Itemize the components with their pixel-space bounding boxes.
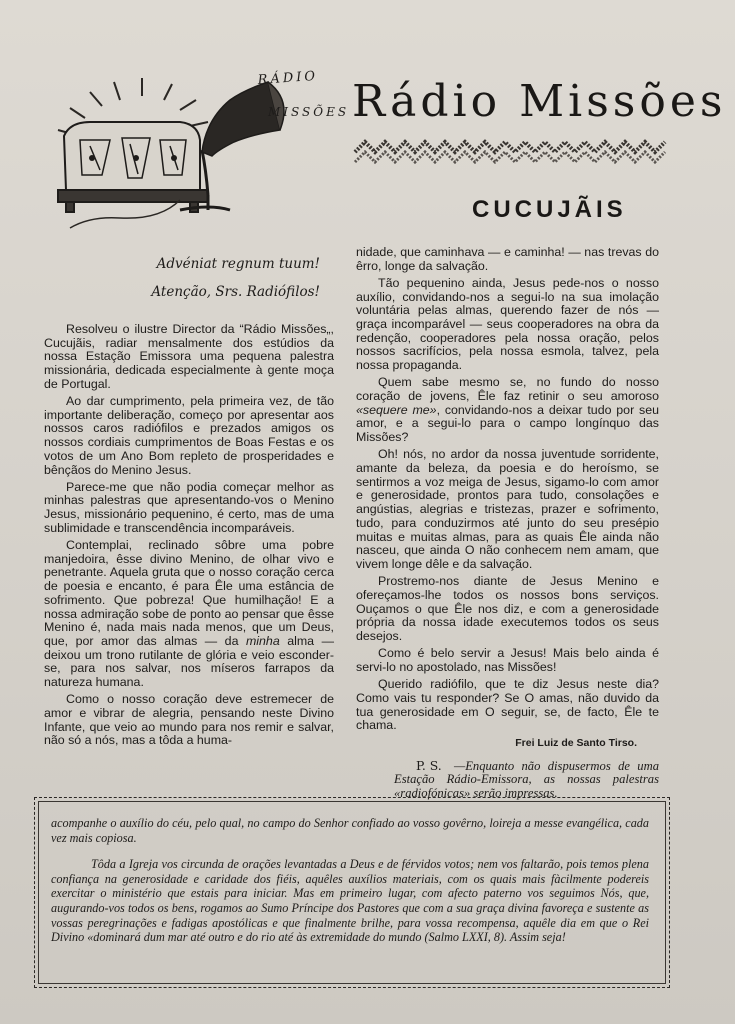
motto-line-1: Advéniat regnum tuum!	[156, 256, 320, 272]
page-title: Rádio Missões	[352, 76, 727, 127]
boxed-paragraph: acompanhe o auxílio do céu, pelo qual, no campo do Senhor confiado ao vosso govêrno, loireja a messe evangélica, cada vez mais copiosa.	[51, 816, 649, 845]
paragraph: Resolveu o ilustre Director da “Rádio Missões„, Cucujãis, radiar mensalmente dos estúdios da nossa Estação Emissora uma pequena palestra missionária, dedicada especialmente à gente moça de Portugal.	[44, 322, 334, 391]
paragraph	[44, 539, 334, 690]
paragraph: Como o nosso coração deve estremecer de amor e vibrar de alegria, pensando neste Divino Infante, que veio ao mundo para nos remir e salvar, não só a nós, mas a tôda a huma-	[44, 692, 334, 748]
paragraph: Tão pequenino ainda, Jesus pede-nos o nosso auxílio, convidando-nos a segui-lo na sua imolação voluntária pelas almas, querendo fazer de nós — graça incomparável — seus cooperadores na obra da redenção, cooperadores pela nossa oração, pelos nossos sacrifícios, pela nossa esmola, talvez, pela nossa propaganda.	[356, 275, 659, 373]
emphasis-text: «sequere me»	[356, 402, 437, 417]
postscript-label: P. S.	[416, 757, 442, 773]
paragraph-text: , convidando-nos a deixar tudo por seu amor, e a segui-lo para o campo longínquo das Missões?	[356, 402, 659, 445]
paragraph: nidade, que caminhava — e caminha! — nas trevas do êrro, longe da salvação.	[356, 245, 659, 273]
logo-text-bottom: MISSÕES	[268, 105, 350, 119]
left-column	[44, 323, 334, 752]
decorative-zigzag-rule	[355, 140, 665, 164]
paragraph: Querido radiófilo, que te diz Jesus neste dia? Como vais tu responder? Se O amas, não duvido da tua generosidade em O seguir, se, de facto, Êle te chama.	[356, 677, 659, 733]
boxed-paragraph: Tôda a Igreja vos circunda de orações levantadas a Deus e de férvidos votos; nem vos faltarão, pois temos plena confiança na generosidade e caridade dos fiéis, aquêles auxílios materiais, com os quais mais fàcilmente podereis exercitar o ministério que estais para iniciar. Mas em primeiro lugar, com afecto paterno vos seguimos Nós, que, augurando-vos todos os bens, rogamos ao Sumo Príncipe dos Pastores que com a sua graça divina favoreça e sustente as vossas peregrinações e fadigas apostólicas e que finalmente brilhe, para vossa recompensa, aquêle dia em que o Rei Divino «dominará dum mar até outro e do rio até às extremidade do mundo (Salmo LXXI, 8). Assim seja!	[51, 857, 649, 945]
paragraph-text: alma — deixou um trono rutilante de glória e veio esconder-se, para nos salvar, nos míseros farrapos da natureza humana.	[44, 633, 334, 690]
postscript	[356, 759, 659, 801]
paragraph: Prostremo-nos diante de Jesus Menino e ofereçamos-lhe todos os nossos bons serviços. Ouçamos o que Êle nos diz, e com a generosidade própria da nossa idade executemos todos os seus desejos.	[356, 574, 659, 643]
paragraph: Ao dar cumprimento, pela primeira vez, de tão importante deliberação, começo por apresentar aos nossos caros radiófilos e prezados amigos os nossos cordiais cumprimentos de Boas Festas e os votos de um Ano Bom repleto de prosperidades e bênçãos do Menino Jesus.	[44, 394, 334, 477]
logo-text-top: RÁDIO	[257, 68, 319, 88]
paragraph: Como é belo servir a Jesus! Mais belo ainda é servi-lo no apostolado, nas Missões!	[356, 646, 659, 674]
motto-line-2: Atenção, Srs. Radiófilos!	[151, 284, 320, 300]
section-subtitle: CUCUJÃIS	[472, 196, 627, 223]
postscript-text: —Enquanto não dispusermos de uma Estação Rádio-Emissora, as nossas palestras «radiofónicas» serão impressas.	[394, 758, 659, 801]
right-column	[356, 246, 659, 804]
paragraph: Oh! nós, no ardor da nossa juventude sorridente, amante da beleza, da poesia e do heroísmo, se sentirmos a voz meiga de Jesus, sigamo-lo com amor e generosidade, prontos para tudo, consolações e angústias, alegrias e tristezas, prazer e sofrimento, tudo, para conduzirmos até junto do seu presépio muitas e muitas almas, para as quais Êle ainda não nasceu, que ainda O não conhecem nem amam, que vivem longe dêle e da salvação.	[356, 447, 659, 571]
paragraph-text: Quem sabe mesmo se, no fundo do nosso coração de jovens, Êle faz retinir o seu amoroso	[356, 375, 659, 404]
boxed-excerpt-inner	[38, 801, 666, 984]
boxed-excerpt	[34, 797, 670, 988]
author-signature: Frei Luiz de Santo Tirso.	[515, 736, 637, 749]
paragraph: Parece-me que não podia começar melhor as minhas palestras que apresentando-vos o Menino Jesus, missionário pequenino, é certo, mas de uma sublimidade e transcendência incomparáveis.	[44, 479, 334, 535]
paragraph-text: Contemplai, reclinado sôbre uma pobre manjedoira, êsse divino Menino, de olhar vivo e penetrante. Aquela gruta que o nosso coração cerca de poesia e encanto, é para Êle uma estância de sofrimento. Que pobreza! Que humilhação! E a nossa admiração sobe de ponto ao pensar que êsse Menino é, nada mais nada menos, que um Deus, que, por amor das almas — da	[44, 538, 334, 648]
radio-illustration	[30, 60, 350, 235]
paragraph	[356, 376, 659, 445]
emphasis-text: minha	[245, 633, 280, 648]
